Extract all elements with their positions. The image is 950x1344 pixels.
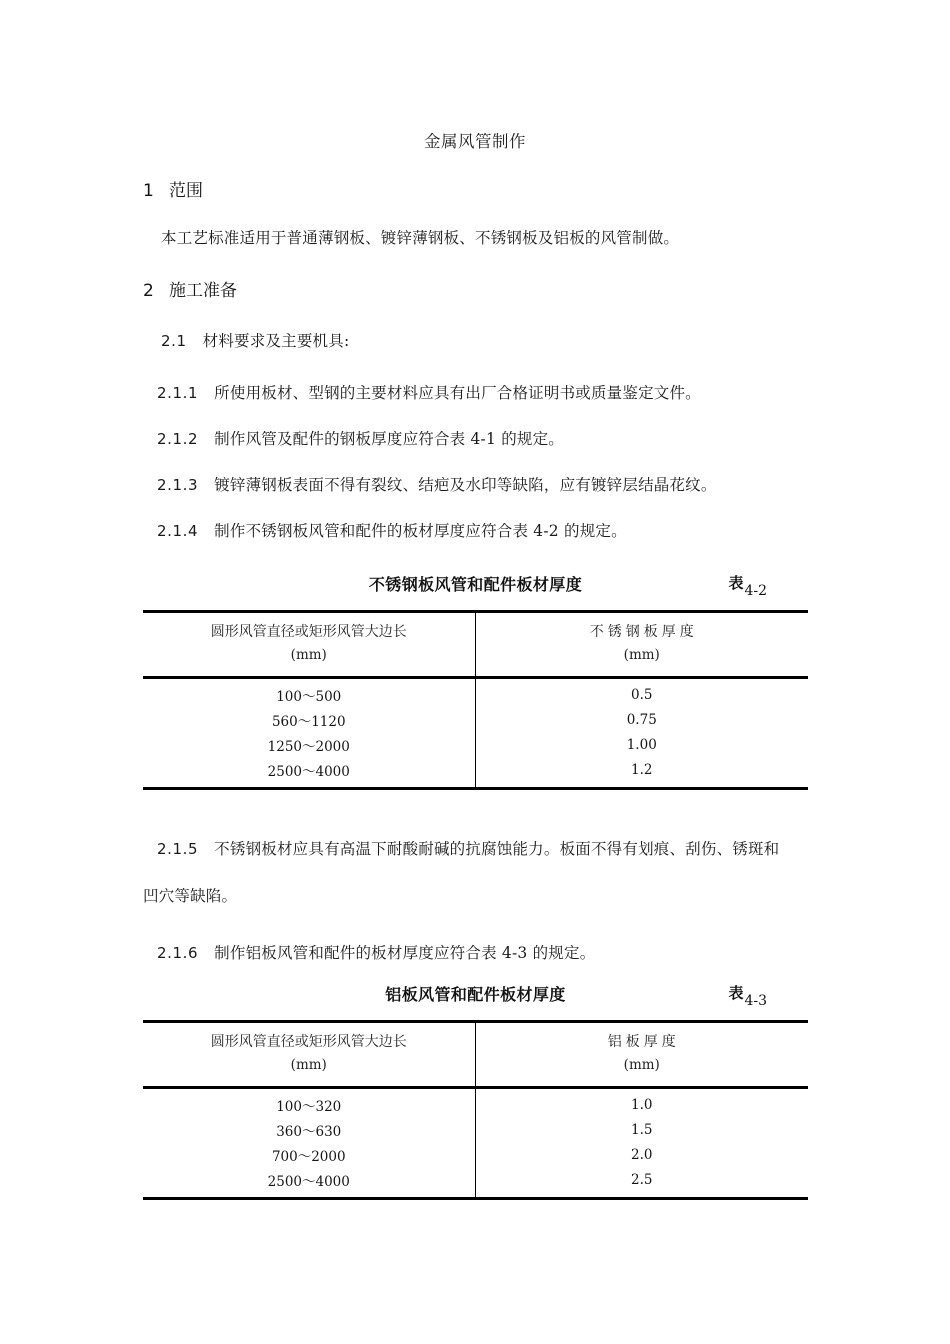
- table-header-cell-range: [143, 613, 475, 678]
- cell-range: 2500～4000: [143, 758, 475, 788]
- table-header-row: [143, 613, 808, 678]
- header-unit-thickness-4-3: (mm): [623, 1057, 660, 1074]
- cell-range: 1250～2000: [143, 733, 475, 758]
- table-row: [143, 1088, 808, 1118]
- table-caption-4-2: [143, 572, 808, 598]
- header-main-thickness-4-2: 不锈钢板厚度: [589, 624, 698, 640]
- paragraph-2-1-3: [157, 473, 717, 495]
- table-number-4-2: [728, 572, 767, 599]
- table-row: [143, 758, 808, 788]
- table-header-cell-range: [143, 1023, 475, 1088]
- cell-thickness: 1.5: [631, 1122, 653, 1139]
- paragraph-2-1-1-label: 2.1.1: [157, 384, 199, 402]
- cell-range: 360～630: [143, 1118, 475, 1143]
- table-row: [143, 708, 808, 733]
- section-number-1: 1: [143, 181, 154, 201]
- page-title: 金属风管制作: [424, 132, 526, 151]
- table-caption-title-4-2: 不锈钢板风管和配件板材厚度: [368, 575, 583, 594]
- cell-range: 560～1120: [143, 708, 475, 733]
- paragraph-2-1-3-text: 镀锌薄钢板表面不得有裂纹、结疤及水印等缺陷，应有镀锌层结晶花纹。: [214, 476, 717, 494]
- cell-thickness: 1.00: [626, 737, 657, 754]
- table-header-row: [143, 1023, 808, 1088]
- paragraph-2-1-5-text-line1: 不锈钢板材应具有高温下耐酸耐碱的抗腐蚀能力。板面不得有划痕、刮伤、锈斑和: [214, 840, 780, 858]
- header-unit-range-4-2: (mm): [290, 647, 327, 664]
- cell-thickness: 1.2: [631, 762, 653, 779]
- cell-thickness: 0.5: [631, 687, 653, 704]
- header-main-thickness-4-3: 铝板厚度: [607, 1034, 680, 1050]
- paragraph-2-1-6-text: 制作铝板风管和配件的板材厚度应符合表 4-3 的规定。: [214, 944, 596, 962]
- table-row: [143, 1168, 808, 1198]
- paragraph-scope-body: 本工艺标准适用于普通薄钢板、镀锌薄钢板、不锈钢板及铝板的风管制做。: [161, 229, 680, 247]
- cell-range: 2500～4000: [143, 1168, 475, 1198]
- header-unit-range-4-3: (mm): [290, 1057, 327, 1074]
- section-title-2: 施工准备: [169, 281, 237, 301]
- table-header-cell-thickness: [475, 613, 808, 678]
- header-main-range-4-2: 圆形风管直径或矩形风管大边长: [210, 624, 407, 640]
- table-label-4-2: 表: [728, 574, 744, 592]
- table-row: [143, 1143, 808, 1168]
- table-row: [143, 678, 808, 708]
- cell-thickness: 2.5: [631, 1172, 653, 1189]
- cell-range: 100～500: [143, 678, 475, 708]
- section-title-1: 范围: [169, 181, 203, 201]
- paragraph-2-1-4-label: 2.1.4: [157, 522, 199, 540]
- table-number-value-4-2: 4-2: [744, 583, 767, 599]
- paragraph-2-1-text: 材料要求及主要机具:: [202, 332, 350, 350]
- table-header-cell-thickness: [475, 1023, 808, 1088]
- paragraph-2-1-5-line2: 凹穴等缺陷。: [143, 887, 238, 905]
- paragraph-2-1-6: [157, 941, 595, 963]
- paragraph-2-1-4: [157, 519, 627, 541]
- table-number-4-3: [728, 982, 767, 1009]
- table-row: [143, 1118, 808, 1143]
- paragraph-2-1: [161, 329, 349, 351]
- table-caption-4-3: [143, 982, 808, 1008]
- paragraph-2-1-4-text: 制作不锈钢板风管和配件的板材厚度应符合表 4-2 的规定。: [214, 522, 627, 540]
- header-unit-thickness-4-2: (mm): [623, 647, 660, 664]
- header-main-range-4-3: 圆形风管直径或矩形风管大边长: [210, 1034, 407, 1050]
- paragraph-2-1-2-label: 2.1.2: [157, 430, 199, 448]
- section-number-2: 2: [143, 281, 154, 301]
- paragraph-2-1-6-label: 2.1.6: [157, 944, 199, 962]
- section-heading-1: [143, 176, 203, 201]
- cell-thickness: 0.75: [626, 712, 657, 729]
- cell-range: 700～2000: [143, 1143, 475, 1168]
- table-4-2: [143, 610, 808, 790]
- cell-thickness: 1.0: [631, 1097, 653, 1114]
- cell-thickness: 2.0: [631, 1147, 653, 1164]
- paragraph-2-1-1-text: 所使用板材、型钢的主要材料应具有出厂合格证明书或质量鉴定文件。: [214, 384, 701, 402]
- section-heading-2: [143, 276, 237, 301]
- table-number-value-4-3: 4-3: [744, 993, 767, 1009]
- table-caption-title-4-3: 铝板风管和配件板材厚度: [385, 985, 566, 1004]
- paragraph-2-1-1: [157, 381, 701, 403]
- paragraph-2-1-2: [157, 427, 564, 449]
- paragraph-2-1-2-text: 制作风管及配件的钢板厚度应符合表 4-1 的规定。: [214, 430, 564, 448]
- paragraph-2-1-5-label: 2.1.5: [157, 840, 199, 858]
- table-4-3: [143, 1020, 808, 1200]
- paragraph-2-1-label: 2.1: [161, 332, 187, 350]
- cell-range: 100～320: [143, 1088, 475, 1118]
- paragraph-2-1-5-line1: [157, 837, 779, 859]
- table-row: [143, 733, 808, 758]
- table-label-4-3: 表: [728, 984, 744, 1002]
- paragraph-2-1-3-label: 2.1.3: [157, 476, 199, 494]
